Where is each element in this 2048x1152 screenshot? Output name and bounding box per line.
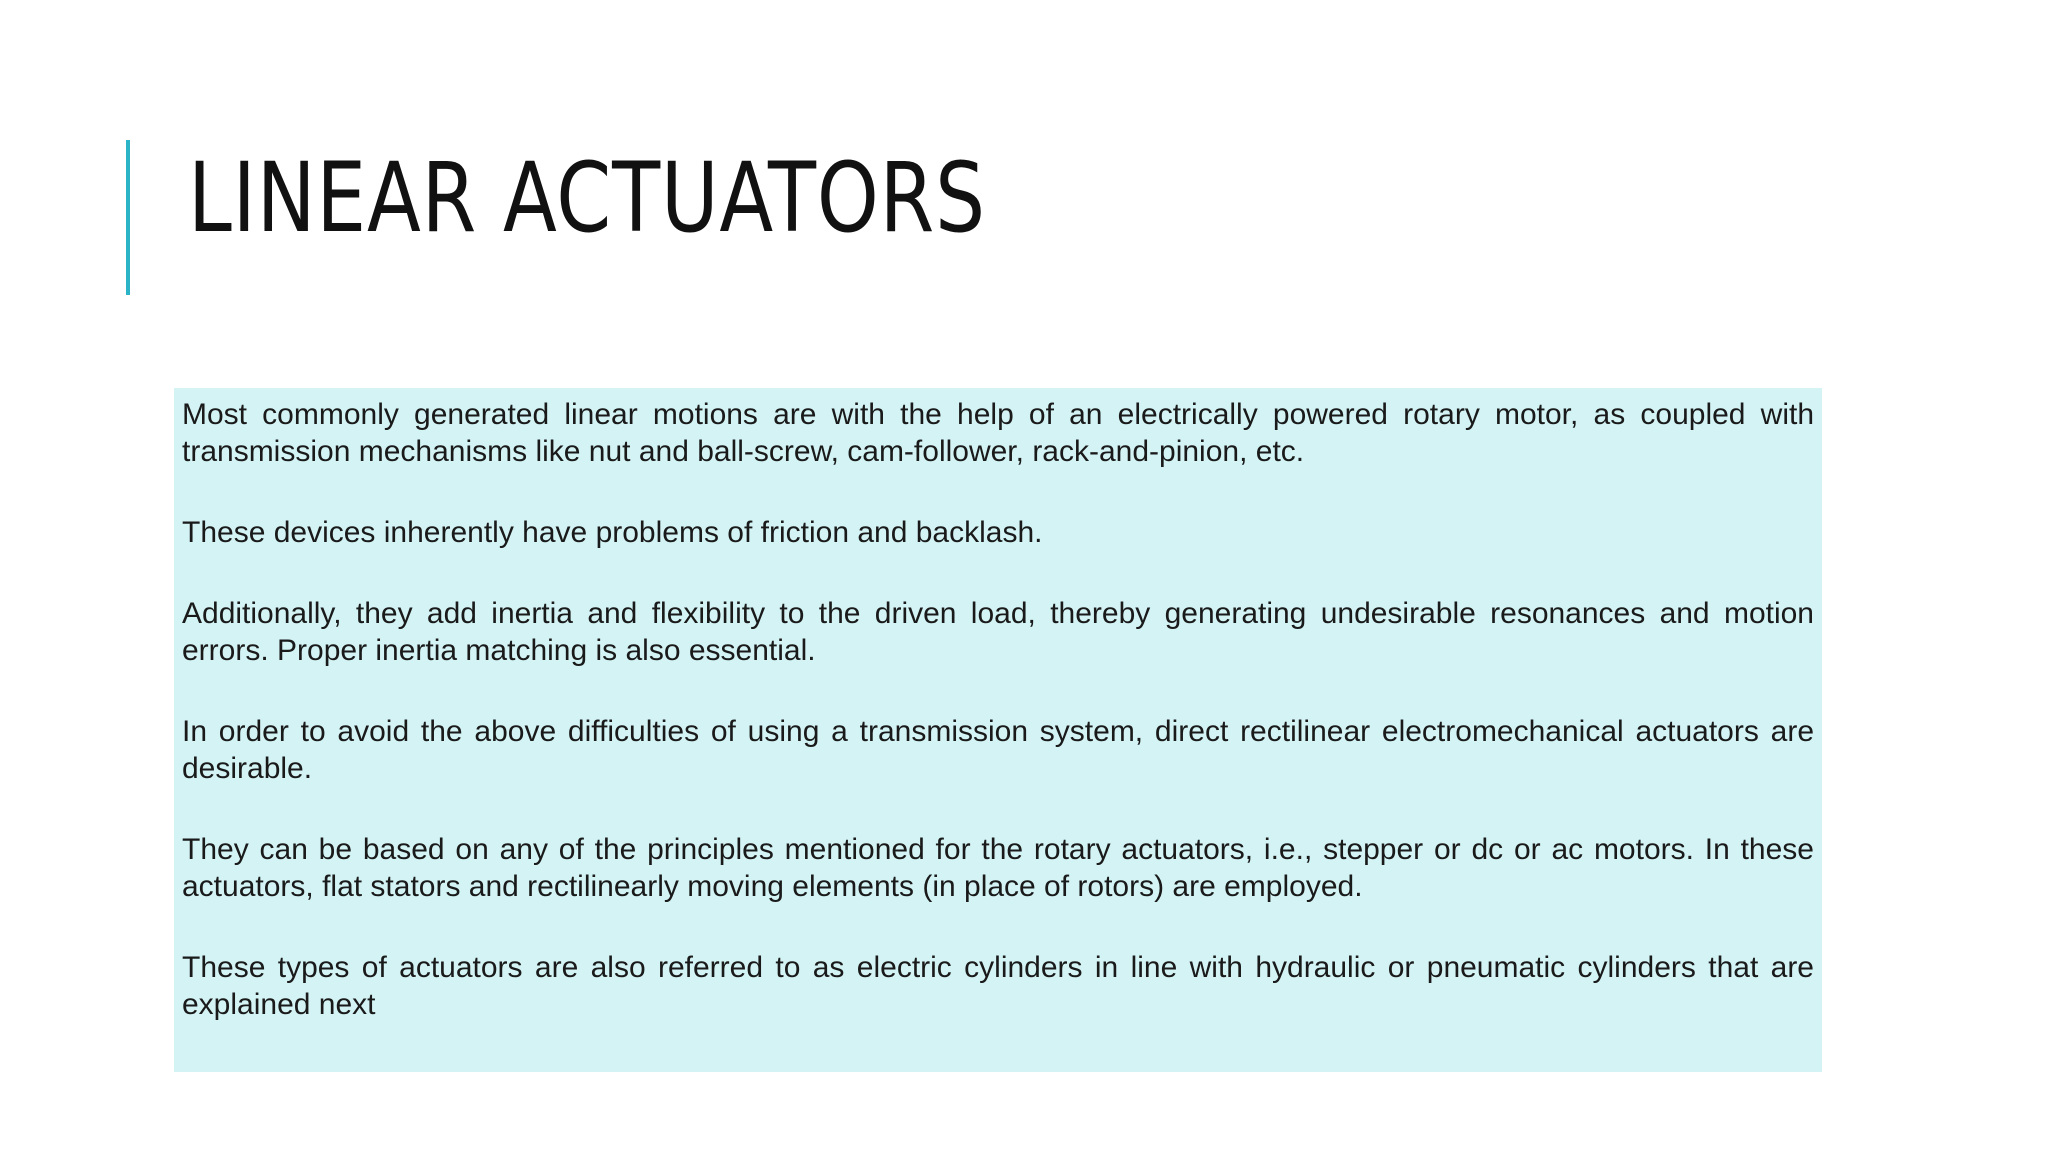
title-accent-bar [126, 140, 130, 295]
paragraph-4: In order to avoid the above difficulties of using a transmission system, direct rectilinear electromechanical actuators are desirable. [182, 715, 1814, 785]
paragraph-3: Additionally, they add inertia and flexibility to the driven load, thereby generating undesirable resonances and motion errors. Proper inertia matching is also essential. [182, 597, 1814, 667]
slide-title: LINEAR ACTUATORS [188, 142, 986, 254]
paragraph-1: Most commonly generated linear motions are with the help of an electrically powered rotary motor, as coupled with transmission mechanisms like nut and ball-screw, cam-follower, rack-and-pinion, etc. [182, 398, 1814, 468]
paragraph-2: These devices inherently have problems of friction and backlash. [182, 516, 1043, 549]
paragraph-5: They can be based on any of the principles mentioned for the rotary actuators, i.e., stepper or dc or ac motors. In these actuators, flat stators and rectilinearly moving elements (in place of rotors) are employed. [182, 833, 1814, 903]
content-box [174, 388, 1822, 1072]
paragraph-6: These types of actuators are also referred to as electric cylinders in line with hydraulic or pneumatic cylinders that are explained next [182, 951, 1814, 1021]
